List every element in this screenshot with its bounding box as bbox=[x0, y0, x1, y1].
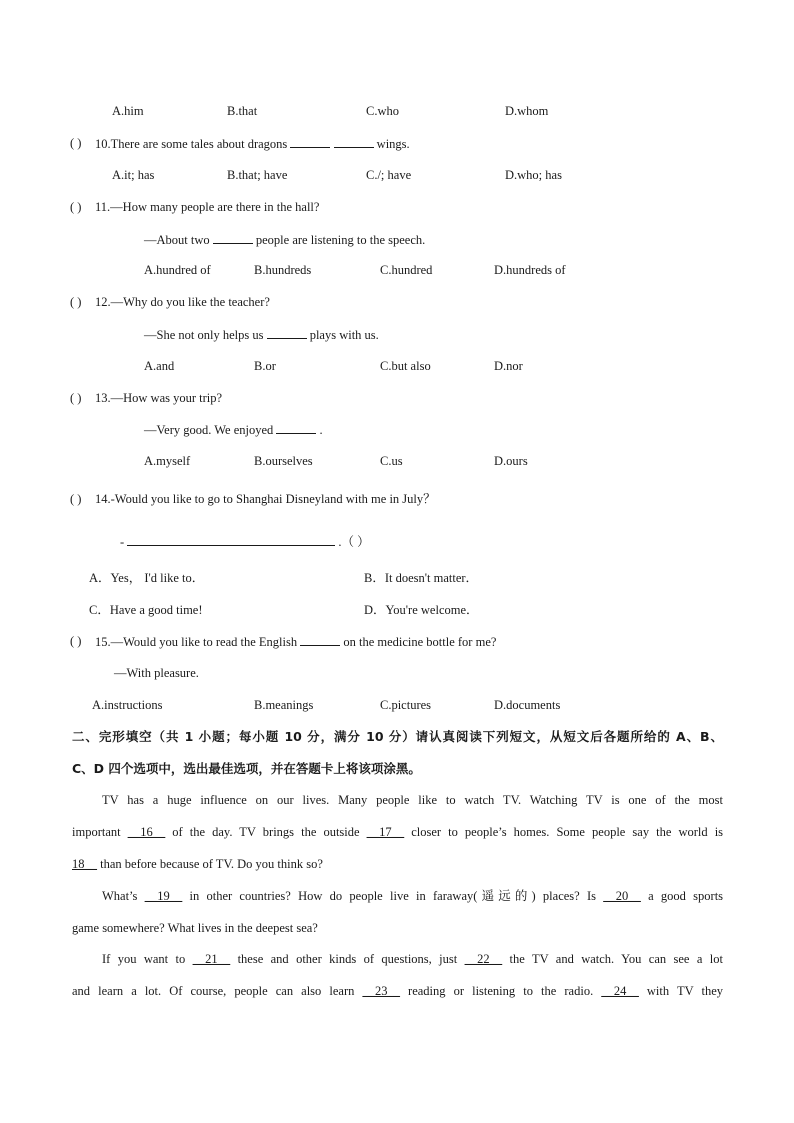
q15-stem-end: on the medicine bottle for me? bbox=[343, 635, 497, 649]
q10-answer-paren[interactable]: ( ) bbox=[70, 136, 82, 150]
blank-17: __17__ bbox=[366, 825, 405, 839]
q9-option-b: B.that bbox=[227, 104, 258, 118]
q13-option-d: D.ours bbox=[494, 454, 528, 468]
q15-option-c: C.pictures bbox=[380, 698, 432, 712]
q14-answer-end: .（ ） bbox=[338, 535, 370, 549]
q11-answer-start: —About two bbox=[144, 233, 210, 247]
passage-line-6 bbox=[72, 951, 723, 967]
blank-24: __24__ bbox=[601, 984, 639, 998]
blank-20: __20__ bbox=[603, 889, 641, 903]
passage-text: with TV they bbox=[646, 984, 724, 998]
passage-line-4 bbox=[72, 888, 723, 904]
passage-line-7 bbox=[72, 983, 723, 999]
q14-answer-paren[interactable]: ( ) bbox=[70, 492, 82, 506]
q13-option-b: B.ourselves bbox=[254, 454, 313, 468]
passage-text: in other countries? How do people live in faraway(遥远的) places? Is bbox=[189, 889, 597, 903]
q13-blank bbox=[276, 421, 316, 434]
q15-answer-paren[interactable]: ( ) bbox=[70, 634, 82, 648]
blank-16: __16__ bbox=[127, 825, 166, 839]
passage-text: a good sports bbox=[648, 889, 724, 903]
q12-answer-paren[interactable]: ( ) bbox=[70, 295, 82, 309]
passage-line-3 bbox=[72, 856, 323, 872]
q13-question: 13.—How was your trip? bbox=[95, 391, 223, 405]
q9-option-a: A.him bbox=[112, 104, 144, 118]
q12-question: 12.—Why do you like the teacher? bbox=[95, 295, 270, 309]
q12-option-a: A.and bbox=[144, 359, 175, 373]
section-heading-cloze-line2: C、D 四个选项中，选出最佳选项，并在答题卡上将该项涂黑。 bbox=[72, 761, 421, 776]
q10-stem-end: wings. bbox=[376, 137, 410, 151]
section-heading-cloze: 二、完形填空（共 1 小题；每小题 10 分，满分 10 分）请认真阅读下列短文，从短文后各题所给的 A、B、 bbox=[72, 729, 723, 744]
q12-option-c: C.but also bbox=[380, 359, 431, 373]
q13-answer-end: . bbox=[319, 423, 323, 437]
blank-21: __21__ bbox=[192, 952, 231, 966]
passage-text: of the day. TV brings the outside bbox=[172, 825, 360, 839]
q15-option-d: D.documents bbox=[494, 698, 561, 712]
q14-option-c: C．Have a good time! bbox=[89, 603, 203, 617]
q10-blank-1 bbox=[290, 135, 330, 148]
q11-option-d: D.hundreds of bbox=[494, 263, 566, 277]
blank-18: 18__ bbox=[72, 857, 97, 871]
q14-answer bbox=[120, 533, 370, 550]
q11-answer-end: people are listening to the speech. bbox=[255, 233, 426, 247]
passage-text: If you want to bbox=[102, 952, 186, 966]
q12-blank bbox=[267, 326, 307, 339]
q11-answer bbox=[144, 231, 425, 248]
q15-stem: 15.—Would you like to read the English bbox=[95, 635, 298, 649]
q9-option-d: D.whom bbox=[505, 104, 549, 118]
q11-question: 11.—How many people are there in the hall? bbox=[95, 200, 320, 214]
passage-line-2 bbox=[72, 824, 723, 840]
q12-option-d: D.nor bbox=[494, 359, 523, 373]
q13-option-c: C.us bbox=[380, 454, 403, 468]
passage-text: What’s bbox=[102, 889, 138, 903]
blank-23: __23__ bbox=[362, 984, 400, 998]
passage-text: these and other kinds of questions, just bbox=[237, 952, 458, 966]
q12-option-b: B.or bbox=[254, 359, 276, 373]
passage-text: than before because of TV. Do you think so? bbox=[100, 857, 323, 871]
q11-option-b: B.hundreds bbox=[254, 263, 312, 277]
q14-option-d: D．You're welcome． bbox=[364, 603, 479, 617]
passage-text: closer to people’s homes. Some people say the world is bbox=[411, 825, 724, 839]
q15-question bbox=[95, 633, 496, 650]
q13-answer-start: —Very good. We enjoyed bbox=[144, 423, 274, 437]
passage-text: reading or listening to the radio. bbox=[408, 984, 594, 998]
passage-line-1: TV has a huge influence on our lives. Many people like to watch TV. Watching TV is one of the most bbox=[102, 793, 723, 807]
q10-option-a: A.it; has bbox=[112, 168, 155, 182]
blank-19: __19__ bbox=[144, 889, 183, 903]
q11-option-c: C.hundred bbox=[380, 263, 433, 277]
passage-text: the TV and watch. You can see a lot bbox=[509, 952, 723, 966]
q14-question: 14.-Would you like to go to Shanghai Disneyland with me in July？ bbox=[95, 492, 436, 506]
passage-text: and learn a lot. Of course, people can also learn bbox=[72, 984, 355, 998]
q13-answer-paren[interactable]: ( ) bbox=[70, 391, 82, 405]
q10-option-b: B.that; have bbox=[227, 168, 288, 182]
q11-answer-paren[interactable]: ( ) bbox=[70, 200, 82, 214]
q15-option-b: B.meanings bbox=[254, 698, 314, 712]
q9-option-c: C.who bbox=[366, 104, 399, 118]
q12-answer bbox=[144, 326, 379, 343]
passage-text: important bbox=[72, 825, 121, 839]
q12-answer-end: plays with us. bbox=[309, 328, 379, 342]
q10-option-d: D.who; has bbox=[505, 168, 562, 182]
q10-option-c: C./; have bbox=[366, 168, 412, 182]
q10-stem: 10.There are some tales about dragons bbox=[95, 137, 288, 151]
q13-option-a: A.myself bbox=[144, 454, 191, 468]
q12-answer-start: —She not only helps us bbox=[144, 328, 264, 342]
passage-line-5: game somewhere? What lives in the deepest sea? bbox=[72, 921, 318, 935]
q15-option-a: A.instructions bbox=[92, 698, 163, 712]
q14-blank bbox=[127, 533, 335, 546]
q15-blank bbox=[300, 633, 340, 646]
q14-answer-dash: - bbox=[120, 535, 125, 549]
q11-option-a: A.hundred of bbox=[144, 263, 211, 277]
q14-option-b: B．It doesn't matter． bbox=[364, 571, 479, 585]
q14-option-a: A．Yes， I'd like to． bbox=[89, 571, 205, 585]
q15-answer: —With pleasure. bbox=[114, 666, 199, 680]
q10-question bbox=[95, 135, 410, 152]
q13-answer bbox=[144, 421, 323, 438]
q11-blank bbox=[213, 231, 253, 244]
blank-22: __22__ bbox=[464, 952, 503, 966]
q10-blank-2 bbox=[334, 135, 374, 148]
